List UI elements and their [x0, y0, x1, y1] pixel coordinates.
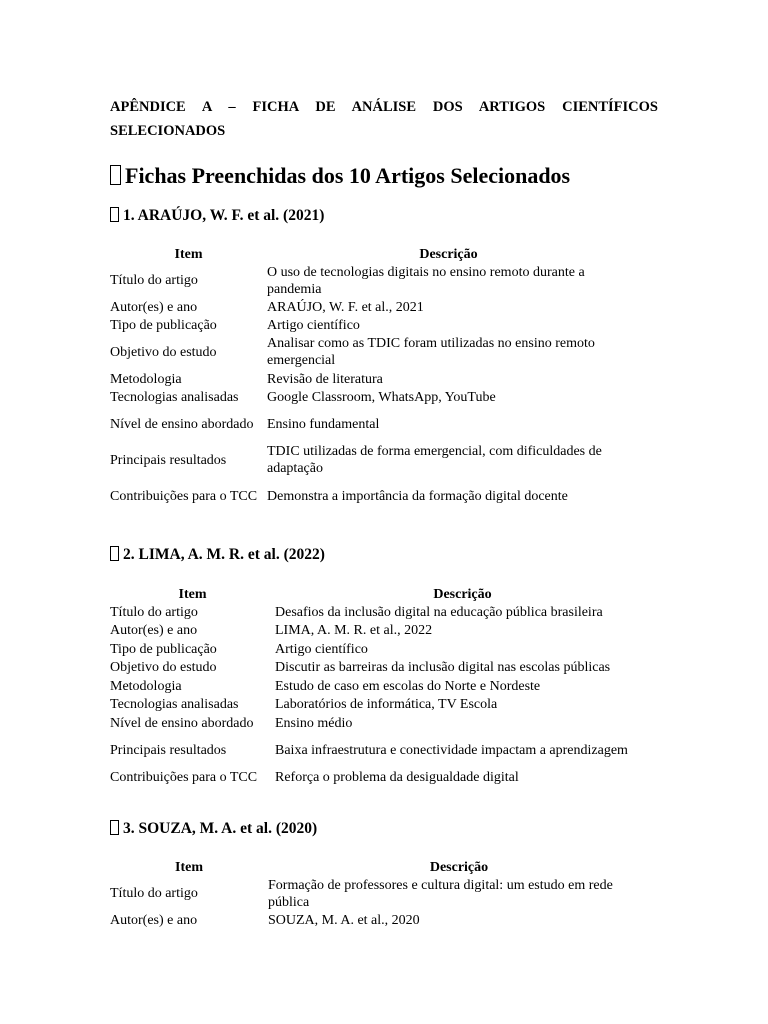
table-row — [110, 769, 650, 788]
header-description: Descrição — [419, 247, 478, 262]
article-2-table — [110, 583, 650, 787]
row-item: Objetivo do estudo — [110, 344, 217, 360]
table-row — [110, 659, 650, 678]
table-row — [110, 911, 650, 930]
row-description: Estudo de caso em escolas do Norte e Nordeste — [275, 678, 541, 694]
row-item: Contribuições para o TCC — [110, 770, 258, 786]
row-description: Revisão de literatura — [267, 371, 383, 387]
row-item: Título do artigo — [110, 604, 198, 620]
row-item: Principais resultados — [110, 452, 227, 468]
table-row — [110, 603, 650, 622]
table-row — [110, 263, 630, 298]
table-row — [110, 298, 630, 316]
article-2-title — [110, 546, 325, 564]
article-title-text: 2. LIMA, A. M. R. et al. (2022) — [123, 546, 325, 563]
row-item: Autor(es) e ano — [110, 299, 198, 315]
row-description: ARAÚJO, W. F. et al., 2021 — [267, 299, 424, 315]
table-row — [110, 876, 650, 911]
table-row — [110, 640, 650, 659]
main-title — [110, 163, 570, 189]
row-description: Formação de professores e cultura digital: um estudo em rede pública — [268, 877, 613, 910]
row-description: Laboratórios de informática, TV Escola — [275, 697, 498, 713]
table-row — [110, 696, 650, 715]
row-description: Reforça o problema da desigualdade digital — [275, 770, 519, 786]
row-item: Autor(es) e ano — [110, 623, 198, 639]
row-item: Título do artigo — [110, 886, 198, 901]
table-header-row — [110, 583, 650, 603]
table-row — [110, 622, 650, 641]
table-row — [110, 406, 630, 442]
table-row — [110, 478, 630, 514]
row-item: Metodologia — [110, 371, 182, 387]
table-row — [110, 388, 630, 406]
row-item: Tipo de publicação — [110, 317, 217, 333]
row-item: Autor(es) e ano — [110, 912, 198, 928]
header-item: Item — [174, 247, 203, 262]
row-item: Nível de ensino abordado — [110, 715, 254, 731]
table-row — [110, 334, 630, 370]
table-row — [110, 677, 650, 696]
table-header-row — [110, 856, 650, 876]
missing-glyph-icon — [110, 820, 119, 835]
table-row — [110, 733, 650, 769]
article-3-title — [110, 820, 317, 838]
row-item: Nível de ensino abordado — [110, 416, 254, 432]
missing-glyph-icon — [110, 207, 119, 222]
missing-glyph-icon — [110, 165, 121, 185]
row-description: Analisar como as TDIC foram utilizadas no ensino remoto emergencial — [267, 336, 595, 368]
article-3-table — [110, 856, 650, 930]
row-description: O uso de tecnologias digitais no ensino remoto durante a pandemia — [267, 264, 585, 297]
main-title-text: Fichas Preenchidas dos 10 Artigos Selecionados — [125, 163, 571, 188]
table-row — [110, 370, 630, 388]
header-description: Descrição — [433, 587, 492, 602]
row-item: Principais resultados — [110, 743, 227, 758]
appendix-heading: APÊNDICE A – FICHA DE ANÁLISE DOS ARTIGOS CIENTÍFICOS SELECIONADOS — [110, 99, 658, 139]
table-row — [110, 714, 650, 733]
row-description: TDIC utilizadas de forma emergencial, com dificuldades de adaptação — [267, 444, 602, 476]
row-description: Artigo científico — [275, 641, 368, 657]
row-description: Baixa infraestrutura e conectividade impactam a aprendizagem — [275, 743, 628, 758]
row-description: LIMA, A. M. R. et al., 2022 — [275, 623, 433, 639]
header-item: Item — [178, 587, 207, 602]
row-item: Tecnologias analisadas — [110, 697, 239, 713]
table-header-row — [110, 243, 630, 263]
missing-glyph-icon — [110, 546, 119, 561]
row-item: Tecnologias analisadas — [110, 389, 239, 405]
row-description: Google Classroom, WhatsApp, YouTube — [267, 389, 496, 405]
row-description: Discutir as barreiras da inclusão digital nas escolas públicas — [275, 660, 611, 676]
row-description: Desafios da inclusão digital na educação pública brasileira — [275, 604, 603, 620]
row-description: Artigo científico — [267, 317, 360, 333]
table-row — [110, 442, 630, 478]
article-title-text: 1. ARAÚJO, W. F. et al. (2021) — [123, 207, 325, 224]
header-item: Item — [175, 860, 203, 875]
row-description: Ensino fundamental — [267, 416, 380, 432]
row-item: Contribuições para o TCC — [110, 488, 258, 504]
row-description: Ensino médio — [275, 715, 353, 731]
row-item: Objetivo do estudo — [110, 660, 217, 676]
row-item: Título do artigo — [110, 273, 198, 288]
row-description: Demonstra a importância da formação digital docente — [267, 488, 568, 504]
row-description: SOUZA, M. A. et al., 2020 — [268, 912, 420, 928]
row-item: Metodologia — [110, 678, 182, 694]
article-title-text: 3. SOUZA, M. A. et al. (2020) — [123, 820, 318, 837]
row-item: Tipo de publicação — [110, 641, 217, 657]
table-row — [110, 316, 630, 334]
article-1-title — [110, 207, 324, 225]
header-description: Descrição — [429, 860, 489, 875]
article-1-table — [110, 243, 630, 514]
